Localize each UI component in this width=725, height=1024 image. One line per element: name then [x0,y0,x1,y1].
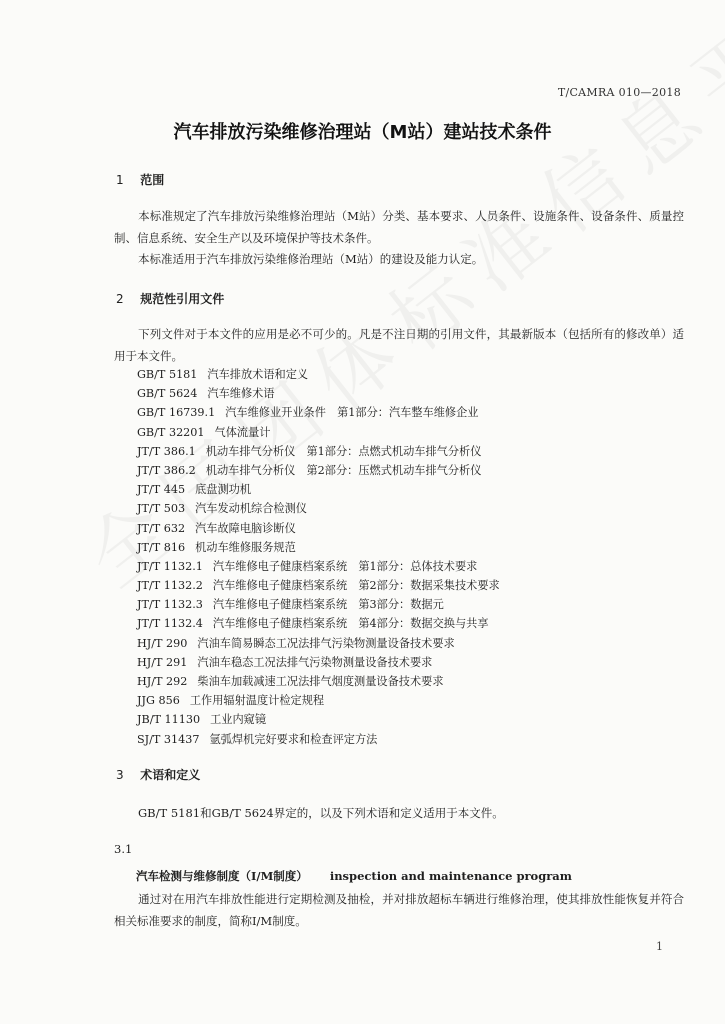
reference-item [137,576,697,595]
reference-title: 汽车维修电子健康档案系统 第1部分：总体技术要求 [212,559,478,573]
reference-code: JT/T 386.1 [137,444,196,458]
reference-item [137,557,697,576]
reference-item [137,595,697,614]
term-english: inspection and maintenance program [329,869,572,883]
reference-item [137,519,697,538]
reference-title: 汽车维修电子健康档案系统 第2部分：数据采集技术要求 [212,579,500,593]
reference-title: 汽油车简易瞬态工况法排气污染物测量设备技术要求 [197,636,455,650]
term-definition: 通过对在用汽车排放性能进行定期检测及抽检，并对排放超标车辆进行维修治理，使其排放性能恢复并符合相关标准要求的制度，简称I/M制度。 [114,892,684,928]
reference-item [137,461,697,480]
page-number: 1 [656,940,663,953]
reference-title: 柴油车加载减速工况法排气烟度测量设备技术要求 [197,675,444,688]
reference-code: GB/T 5624 [137,387,198,401]
reference-title: 氩弧焊机完好要求和检查评定方法 [209,732,378,746]
reference-code: JB/T 11130 [137,713,201,727]
standard-code: T/CAMRA 010—2018 [557,86,681,99]
reference-item [137,653,697,672]
reference-title: 机动车维修服务规范 [195,540,296,554]
reference-item [137,691,697,710]
reference-item [137,423,697,442]
references-intro: 下列文件对于本文件的应用是必不可少的。凡是不注日期的引用文件，其最新版本（包括所有的修改单）适用于本文件。 [114,327,684,363]
reference-code: JT/T 1132.2 [137,579,203,593]
term-chinese: 汽车检测与维修制度（I/M制度） [136,869,308,883]
reference-code: HJ/T 292 [137,675,188,688]
reference-title: 机动车排气分析仪 第1部分：点燃式机动车排气分析仪 [205,444,482,458]
reference-title: 底盘测功机 [195,483,252,497]
reference-title: 工业内窥镜 [210,713,267,727]
reference-code: JT/T 816 [137,540,186,554]
reference-item [137,442,697,461]
section-heading-terms [116,766,200,783]
reference-code: JT/T 386.2 [137,463,196,477]
section-heading-normative-references [116,290,224,307]
reference-item [137,499,697,518]
reference-title: 汽车发动机综合检测仪 [195,502,307,516]
reference-code: HJ/T 291 [137,655,188,669]
reference-item [137,710,697,729]
section-title: 术语和定义 [140,768,201,782]
reference-code: GB/T 16739.1 [137,406,216,420]
reference-title: 汽油车稳态工况法排气污染物测量设备技术要求 [197,655,433,669]
section-number: 2 [116,292,124,306]
reference-item [137,365,697,384]
reference-item [137,730,697,749]
reference-item [137,672,697,691]
reference-title: 汽车维修术语 [207,387,275,401]
reference-code: GB/T 32201 [137,425,205,439]
reference-list [137,365,697,749]
reference-title: 工作用辐射温度计检定规程 [189,694,325,708]
reference-code: GB/T 5181 [137,368,198,381]
reference-item [137,403,697,422]
reference-code: JT/T 1132.1 [137,559,203,573]
section-number: 3 [116,768,124,782]
reference-title: 气体流量计 [214,425,271,439]
document-title: 汽车排放污染维修治理站（M站）建站技术条件 [173,122,552,143]
reference-item [137,384,697,403]
section-title: 范围 [140,173,165,187]
reference-title: 汽车维修电子健康档案系统 第4部分：数据交换与共享 [212,617,489,631]
reference-title: 汽车排放术语和定义 [207,368,309,381]
terms-intro: GB/T 5181和GB/T 5624界定的，以及下列术语和定义适用于本文件。 [138,806,504,820]
reference-code: JT/T 632 [137,521,186,535]
reference-title: 汽车维修业开业条件 第1部分：汽车整车维修企业 [225,406,479,420]
reference-code: JT/T 1132.3 [137,598,203,612]
term-number: 3.1 [114,842,133,856]
scope-paragraph-1: 本标准规定了汽车排放污染维修治理站（M站）分类、基本要求、人员条件、设施条件、设备条件、质量控制、信息系统、安全生产以及环境保护等技术条件。 [114,209,684,245]
reference-code: JT/T 1132.4 [137,617,203,631]
reference-code: SJ/T 31437 [137,732,200,746]
reference-code: JT/T 503 [137,502,186,516]
reference-title: 机动车排气分析仪 第2部分：压燃式机动车排气分析仪 [205,463,482,477]
section-title: 规范性引用文件 [140,292,225,306]
scope-paragraph-2: 本标准适用于汽车排放污染维修治理站（M站）的建设及能力认定。 [138,252,484,266]
reference-item [137,480,697,499]
reference-item [137,614,697,633]
reference-item [137,634,697,653]
reference-title: 汽车维修电子健康档案系统 第3部分：数据元 [212,598,444,612]
section-heading-scope [116,171,164,188]
term-entry [136,868,572,884]
reference-item [137,538,697,557]
reference-code: JJG 856 [137,694,180,708]
reference-code: HJ/T 290 [137,636,188,650]
section-number: 1 [116,173,124,187]
reference-code: JT/T 445 [137,483,186,497]
reference-title: 汽车故障电脑诊断仪 [195,521,296,535]
